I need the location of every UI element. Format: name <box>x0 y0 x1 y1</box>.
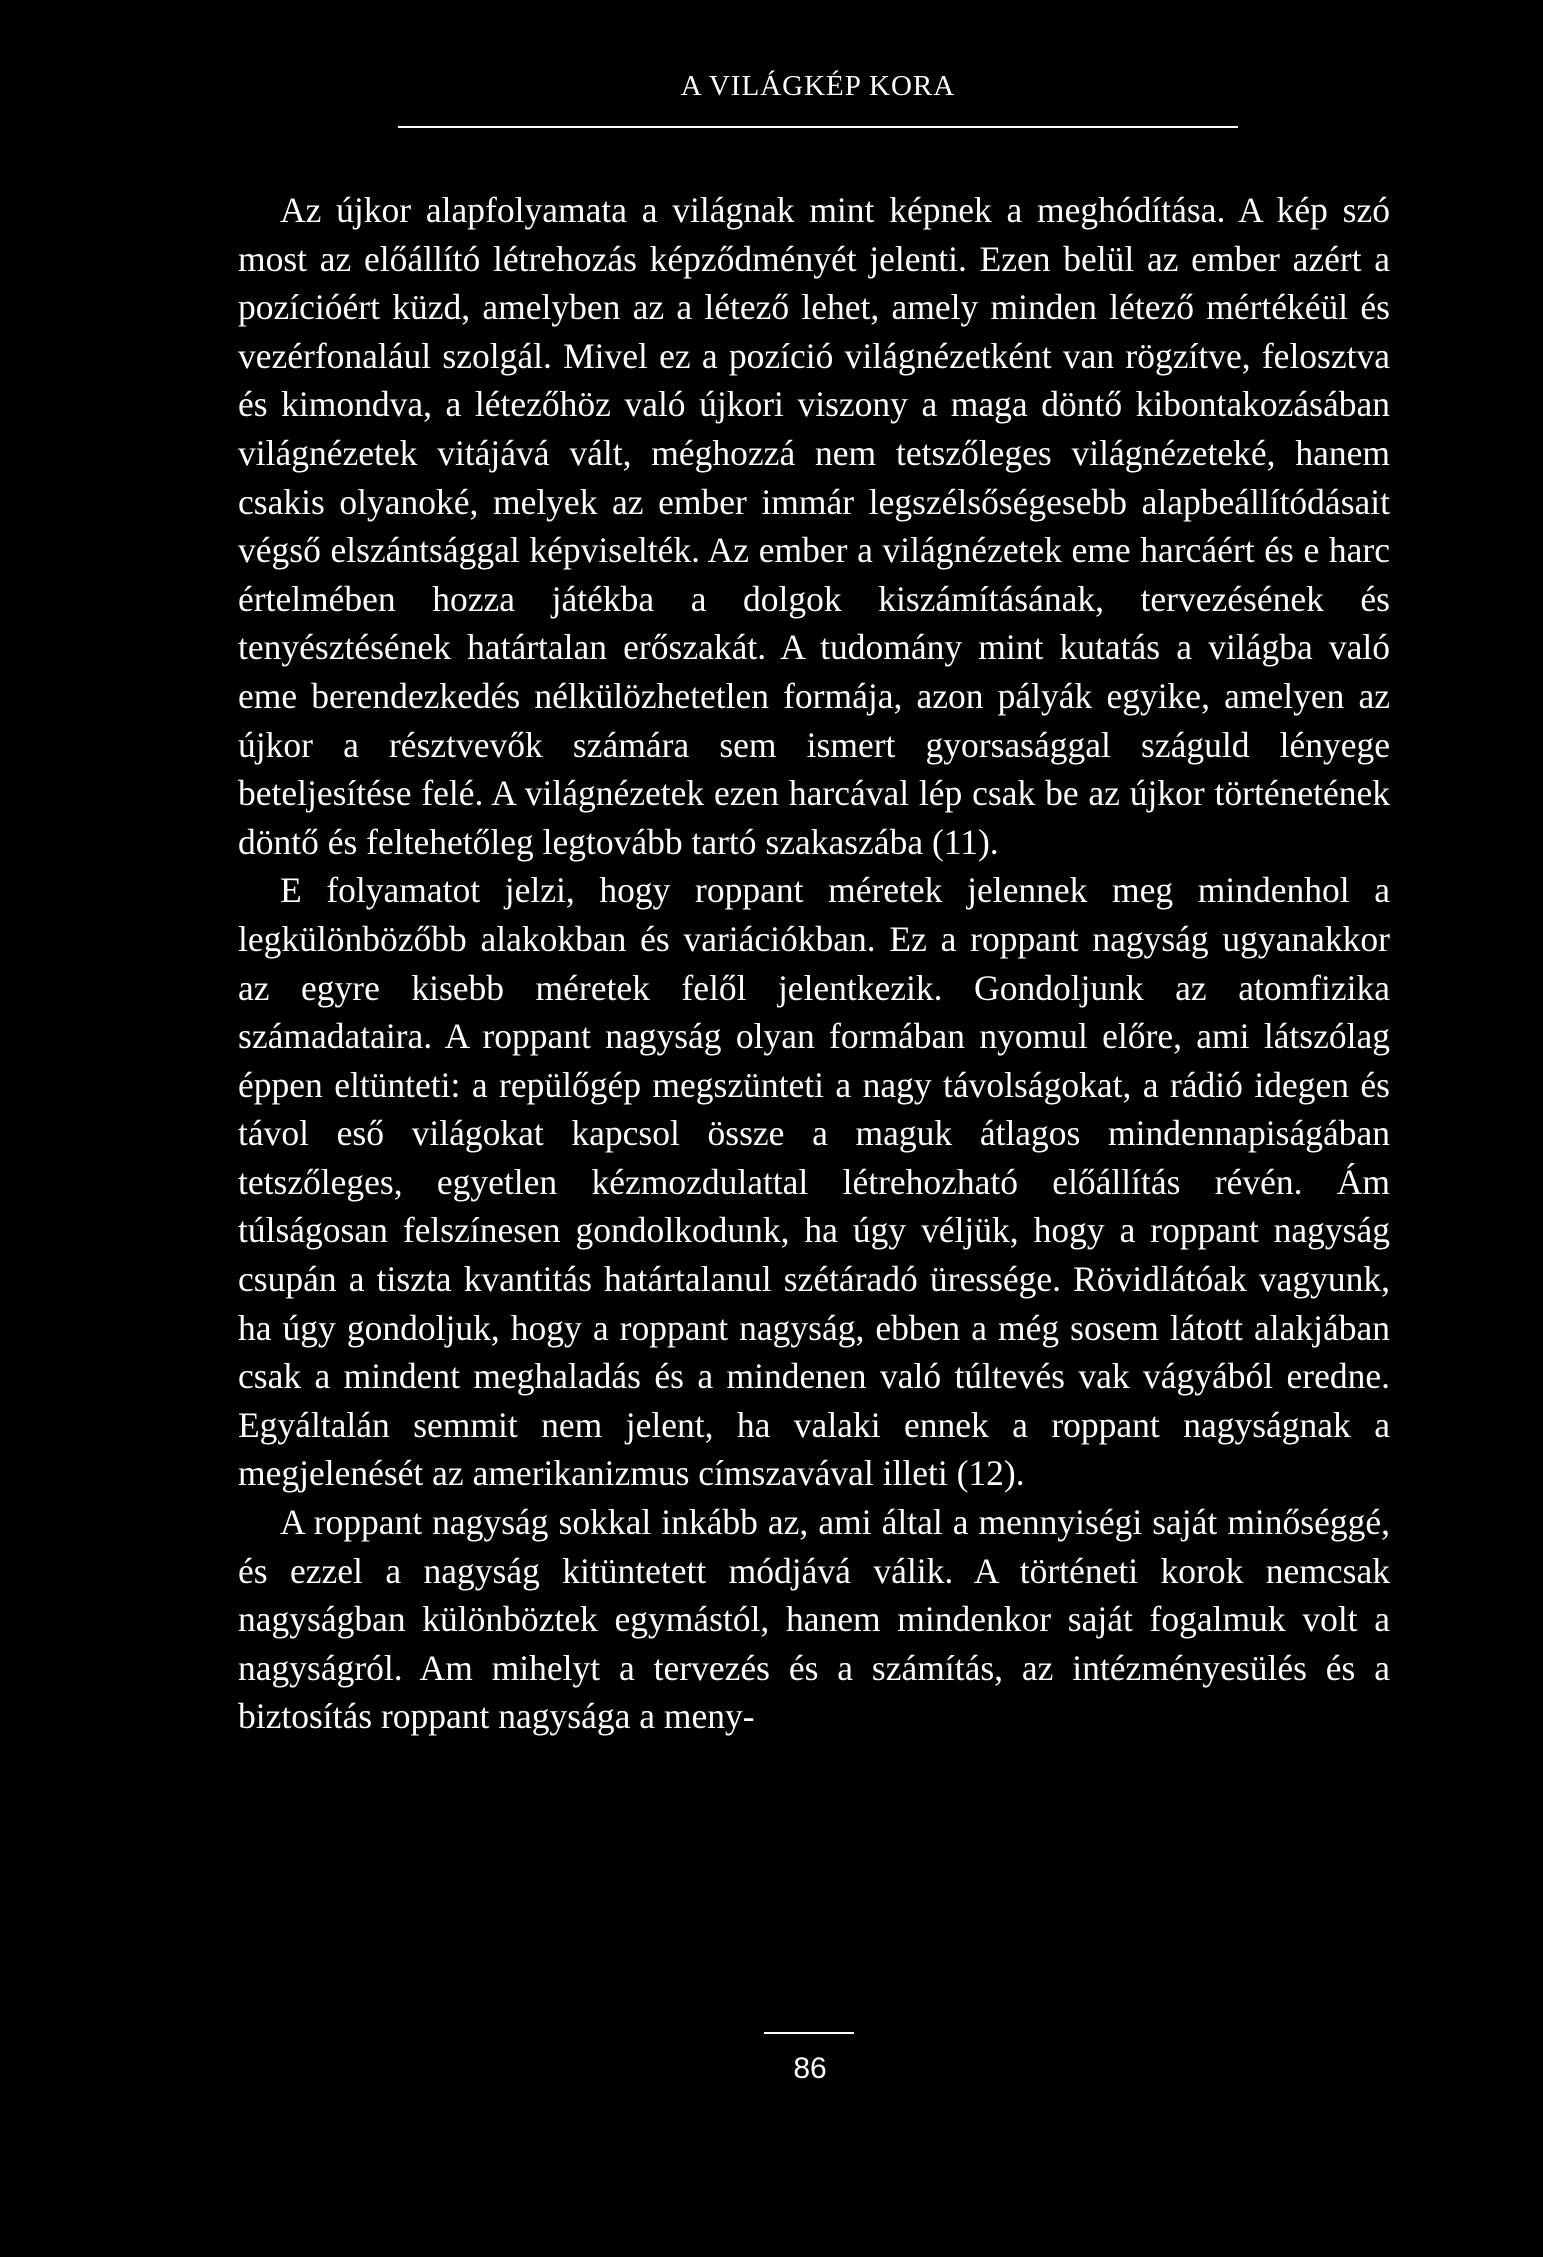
page-number: 86 <box>793 2052 827 2085</box>
header-rule <box>398 126 1238 128</box>
paragraph: Az újkor alapfolyamata a világnak mint képnek a meghódítása. A kép szó most az előállító létrehozás képződményét jelenti. Ezen belül az ember azért a pozícióért küzd, amelyben az a létező lehet, amely minden létező mértékéül és vezérfonalául szolgál. Mivel ez a pozíció világnézetként van rögzítve, felosztva és kimondva, a létezőhöz való újkori viszony a maga döntő kibontakozásában világnézetek vitájává vált, méghozzá nem tetszőleges világnézeteké, hanem csakis olyanoké, melyek az ember immár legszélsőségesebb alapbeállítódásait végső elszántsággal képviselték. Az ember a világnézetek eme harcáért és e harc értelmében hozza játékba a dolgok kiszámításának, tervezésének és tenyésztésének határtalan erőszakát. A tudomány mint kutatás a világba való eme berendezkedés nélkülözhetetlen formája, azon pályák egyike, amelyen az újkor a résztvevők számára sem ismert gyorsasággal száguld lényege beteljesítése felé. A világnézetek ezen harcával lép csak be az újkor történetének döntő és feltehetőleg legtovább tartó szakaszába (11). <box>238 190 1390 862</box>
body-text <box>238 186 1390 1741</box>
footer-rule <box>764 2032 854 2034</box>
running-header: A VILÁGKÉP KORA <box>680 70 956 102</box>
paragraph: E folyamatot jelzi, hogy roppant méretek jelennek meg mindenhol a legkülönbözőbb alakokban és variációkban. Ez a roppant nagyság ugyanakkor az egyre kisebb méretek felől jelentkezik. Gondoljunk az atomfizika számadataira. A roppant nagyság olyan formában nyomul előre, ami látszólag éppen eltünteti: a repülőgép megszünteti a nagy távolságokat, a rádió idegen és távol eső világokat kapcsol össze a maguk átlagos mindennapiságában tetszőleges, egyetlen kézmozdulattal létrehozható előállítás révén. Ám túlságosan felszínesen gondolkodunk, ha úgy véljük, hogy a roppant nagyság csupán a tiszta kvantitás határtalanul szétáradó üressége. Rövidlátóak vagyunk, ha úgy gondoljuk, hogy a roppant nagyság, ebben a még sosem látott alakjában csak a mindent meghaladás és a mindenen való túltevés vak vágyából eredne. Egyáltalán semmit nem jelent, ha valaki ennek a roppant nagyságnak a megjelenését az amerikanizmus címszavával illeti (12). <box>238 870 1390 1494</box>
paragraph: A roppant nagyság sokkal inkább az, ami által a mennyiségi saját minőséggé, és ezzel a nagyság kitüntetett módjává válik. A történeti korok nemcsak nagyságban különböztek egymástól, hanem mindenkor saját fogalmuk volt a nagyságról. Am mihelyt a tervezés és a számítás, az intézményesülés és a biztosítás roppant nagysága a meny- <box>238 1502 1390 1737</box>
